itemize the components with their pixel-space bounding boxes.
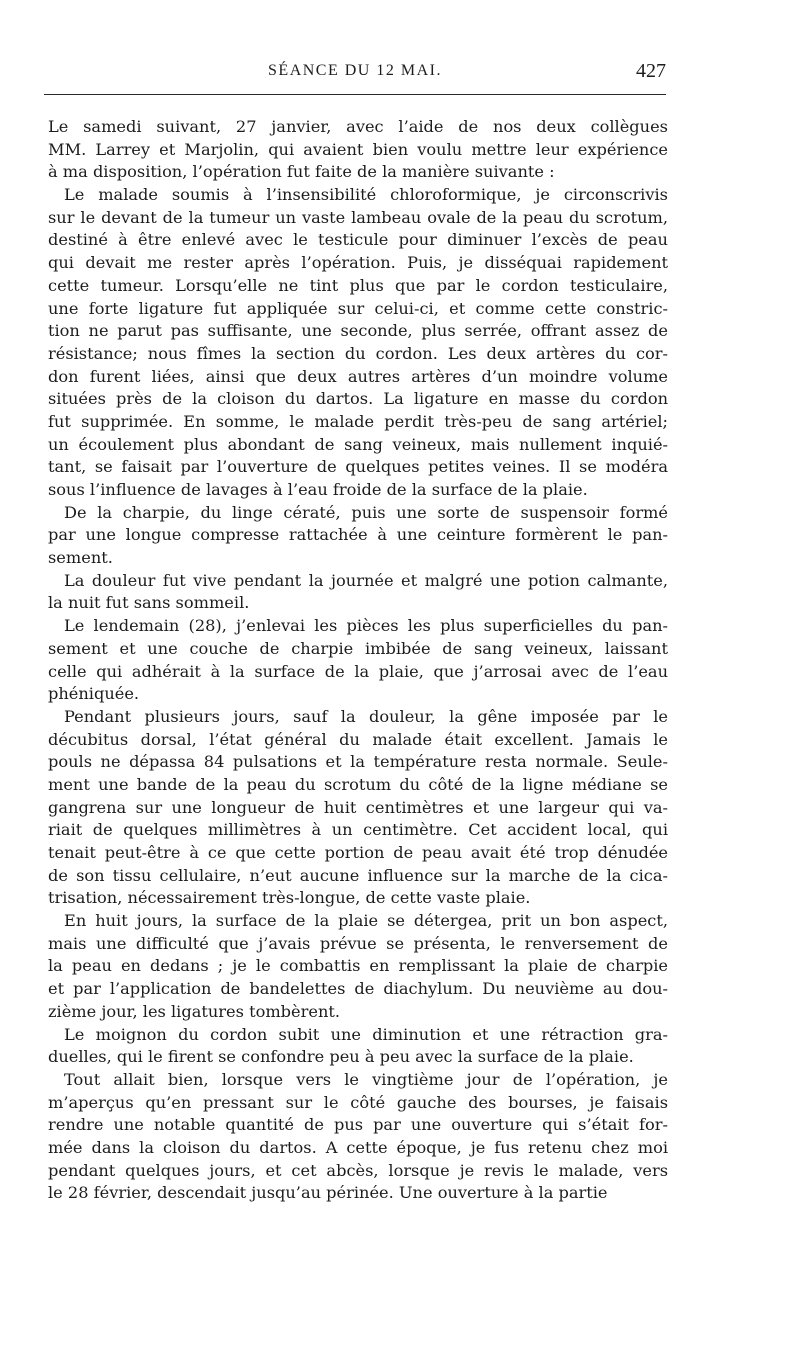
text-line: tant, se faisait par l’ouverture de quelques petites veines. Il se modéra bbox=[48, 457, 668, 477]
paragraph bbox=[48, 116, 668, 184]
text-line: rendre une notable quantité de pus par une ouverture qui s’était for- bbox=[48, 1115, 668, 1135]
text-line: cette tumeur. Lorsqu’elle ne tint plus que par le cordon testiculaire, bbox=[48, 275, 668, 295]
text-line: riait de quelques millimètres à un centimètre. Cet accident local, qui bbox=[48, 820, 668, 840]
text-line: phéniquée. bbox=[48, 684, 140, 704]
text-line: don furent liées, ainsi que deux autres artères d’un moindre volume bbox=[48, 366, 668, 386]
text-line: situées près de la cloison du dartos. La ligature en masse du cordon bbox=[48, 389, 668, 409]
text-line: mais une difficulté que j’avais prévue se présenta, le renversement de bbox=[48, 933, 668, 953]
text-line: le 28 février, descendait jusqu’au périnée. Une ouverture à la partie bbox=[48, 1183, 608, 1203]
text-line: à ma disposition, l’opération fut faite de la manière suivante : bbox=[48, 162, 555, 182]
text-line: tenait peut-être à ce que cette portion de peau avait été trop dénudée bbox=[48, 843, 668, 862]
paragraph bbox=[48, 1024, 668, 1069]
text-line: trisation, nécessairement très-longue, de cette vaste plaie. bbox=[48, 888, 531, 908]
text-line: tion ne parut pas suffisante, une seconde, plus serrée, offrant assez de bbox=[48, 321, 668, 341]
page-number: 427 bbox=[636, 60, 666, 82]
running-title: SÉANCE DU 12 MAI. bbox=[268, 62, 442, 79]
text-line: Tout allait bien, lorsque vers le vingtième jour de l’opération, je bbox=[64, 1069, 668, 1089]
text-line: Pendant plusieurs jours, sauf la douleur, la gêne imposée par le bbox=[64, 706, 668, 726]
text-line: sur le devant de la tumeur un vaste lambeau ovale de la peau du scrotum, bbox=[48, 207, 668, 227]
text-line: sement et une couche de charpie imbibée de sang veineux, laissant bbox=[48, 638, 668, 658]
text-line: par une longue compresse rattachée à une ceinture formèrent le pan- bbox=[48, 525, 668, 545]
text-line: zième jour, les ligatures tombèrent. bbox=[48, 1001, 341, 1021]
text-line: pendant quelques jours, et cet abcès, lorsque je revis le malade, vers bbox=[48, 1160, 668, 1180]
paragraph bbox=[48, 910, 668, 1023]
text-line: destiné à être enlevé avec le testicule pour diminuer l’excès de peau bbox=[48, 230, 668, 250]
text-line: la nuit fut sans sommeil. bbox=[48, 593, 250, 613]
paragraph bbox=[48, 1069, 668, 1205]
paragraph bbox=[48, 615, 668, 706]
text-line: m’aperçus qu’en pressant sur le côté gauche des bourses, je faisais bbox=[48, 1092, 668, 1112]
text-line: et par l’application de bandelettes de diachylum. Du neuvième au dou- bbox=[48, 979, 668, 999]
text-line: pouls ne dépassa 84 pulsations et la température resta normale. Seule- bbox=[48, 752, 668, 772]
text-line: De la charpie, du linge cératé, puis une sorte de suspensoir formé bbox=[64, 502, 668, 522]
text-line: fut supprimée. En somme, le malade perdit très-peu de sang artériel; bbox=[48, 411, 668, 431]
paragraph bbox=[48, 184, 668, 502]
paragraph bbox=[48, 502, 668, 570]
text-line: la peau en dedans ; je le combattis en remplissant la plaie de charpie bbox=[48, 956, 668, 976]
text-line: La douleur fut vive pendant la journée et malgré une potion calmante, bbox=[64, 570, 668, 590]
text-line: un écoulement plus abondant de sang veineux, mais nullement inquié- bbox=[48, 434, 668, 454]
text-line: Le samedi suivant, 27 janvier, avec l’aide de nos deux collègues bbox=[48, 117, 668, 136]
text-line: sement. bbox=[48, 548, 113, 568]
paragraph bbox=[48, 706, 668, 910]
text-line: celle qui adhérait à la surface de la plaie, que j’arrosai avec de l’eau bbox=[48, 661, 668, 681]
header-rule bbox=[44, 94, 666, 95]
text-line: Le moignon du cordon subit une diminution et une rétraction gra- bbox=[64, 1024, 668, 1044]
text-line: décubitus dorsal, l’état général du malade était excellent. Jamais le bbox=[48, 729, 668, 749]
text-line: MM. Larrey et Marjolin, qui avaient bien voulu mettre leur expérience bbox=[48, 139, 668, 159]
text-line: duelles, qui le firent se confondre peu à peu avec la surface de la plaie. bbox=[48, 1047, 634, 1067]
text-line: Le malade soumis à l’insensibilité chloroformique, je circonscrivis bbox=[64, 185, 668, 205]
text-line: En huit jours, la surface de la plaie se détergea, prit un bon aspect, bbox=[64, 911, 668, 931]
text-line: sous l’influence de lavages à l’eau froide de la surface de la plaie. bbox=[48, 480, 588, 499]
running-head bbox=[44, 60, 666, 86]
text-line: qui devait me rester après l’opération. Puis, je disséquai rapidement bbox=[48, 253, 668, 273]
text-line: mée dans la cloison du dartos. A cette époque, je fus retenu chez moi bbox=[48, 1137, 668, 1157]
text-line: Le lendemain (28), j’enlevai les pièces les plus superficielles du pan- bbox=[64, 616, 668, 636]
paragraph bbox=[48, 570, 668, 615]
text-line: résistance; nous fîmes la section du cordon. Les deux artères du cor- bbox=[48, 343, 668, 363]
text-line: une forte ligature fut appliquée sur celui-ci, et comme cette constric- bbox=[48, 298, 668, 318]
text-line: de son tissu cellulaire, n’eut aucune influence sur la marche de la cica- bbox=[48, 865, 668, 885]
text-line: ment une bande de la peau du scrotum du côté de la ligne médiane se bbox=[48, 774, 668, 794]
text-line: gangrena sur une longueur de huit centimètres et une largeur qui va- bbox=[48, 797, 668, 817]
body-text bbox=[48, 116, 668, 1205]
